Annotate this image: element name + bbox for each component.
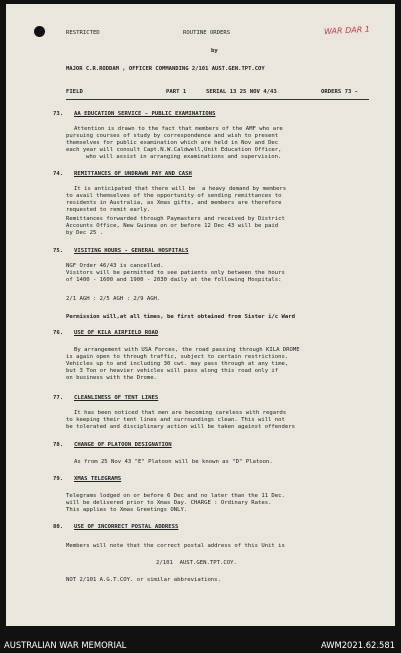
section-number: 79. [53,476,64,482]
section-number: 78. [53,442,64,448]
section-title: CLEANLINESS OF TENT LINES [74,395,159,401]
section-line: NGF Order 46/43 is cancelled. [66,263,164,269]
section-line: Visitors will be permitted to see patients only between the hours [66,270,285,276]
section-line: themselves for public examination which are held in Nov and Dec [66,140,279,146]
footer-accession-number: AWM2021.62.581 [320,640,395,650]
section-line: Accounts Office, New Guinea on or before 12 Dec 43 will be paid [66,223,279,229]
section-line: NOT 2/101 A.G.T.COY. or similar abbreviations. [66,577,221,583]
section-number: 77. [53,395,64,401]
section-line: who will assist in arranging examinations and supervision. [86,154,282,160]
section-line: pursuing courses of study by correspondence and wish to present [66,133,279,139]
footer-institution: AUSTRALIAN WAR MEMORIAL [4,640,127,650]
by-line: by [211,48,218,54]
handwritten-annotation: WAR DAR 1 [323,24,371,37]
routine-orders-title: ROUTINE ORDERS [183,30,231,36]
section-line: Permission will,at all times, be first obtained from Sister i/c Ward [66,314,296,320]
section-line: Remittances forwarded through Paymasters and received by District [66,216,285,222]
section-line: It has been noticed that men are becoming careless with regards [74,410,287,416]
section-title: XMAS TELEGRAMS [74,476,122,482]
section-line: requested to remit early. [66,207,151,213]
section-line: Attention is drawn to the fact that members of the AMF who are [74,126,283,132]
section-line: of 1400 - 1600 and 1900 - 2030 daily at the following Hospitals: [66,277,282,283]
section-line: Members will note that the correct postal address of this Unit is [66,543,285,549]
section-line: but 3 Ton or heavier vehicles will pass along this road only if [66,368,279,374]
header-rule [66,99,369,100]
section-line: to avail themselves of the opportunity of sending remittances to [66,193,282,199]
restricted-label: RESTRICTED [66,30,100,36]
section-title: USE OF INCORRECT POSTAL ADDRESS [74,524,179,530]
section-line: residents in Australia, as Xmas gifts, and members are therefore [66,200,282,206]
section-title: VISITING HOURS - GENERAL HOSPITALS [74,248,189,254]
document-page [6,4,395,626]
section-line: As from 25 Nov 43 "E" Platoon will be known as "D" Platoon. [74,459,273,465]
section-line: will be delivered prior to Xmas Day. CHARGE : Ordinary Rates. [66,500,272,506]
section-line: 2/1 AGH : 2/5 AGH : 2/9 AGH. [66,296,161,302]
section-line: It is anticipated that there will be a heavy demand by members [74,186,287,192]
field-label: FIELD [66,89,83,95]
section-line: 2/101 AUST.GEN.TPT.COY. [156,560,237,566]
section-title: AA EDUCATION SERVICE - PUBLIC EXAMINATIONS [74,111,216,117]
section-title: REMITTANCES OF UNDRAWN PAY AND CASH [74,171,192,177]
section-title: CHANGE OF PLATOON DESIGNATION [74,442,172,448]
section-number: 75. [53,248,64,254]
punch-hole [34,26,45,37]
section-line: to keeping their tent lines and surroundings clean. This will not [66,417,285,423]
serial-label: SERIAL 13 25 NOV 4/43 [206,89,277,95]
section-line: Vehicles up to and including 30 cwt. may pass through at any time, [66,361,289,367]
section-number: 80. [53,524,64,530]
section-line: Telegrams lodged on or before 6 Dec and no later than the 11 Dec. [66,493,285,499]
section-line: is again open to through traffic, subject to certain restrictions. [66,354,289,360]
section-line: each year will consult Capt.N.W.Caldwell,Unit Education Officer, [66,147,282,153]
section-number: 73. [53,111,64,117]
section-line: This applies to Xmas Greetings ONLY. [66,507,188,513]
part-label: PART 1 [166,89,187,95]
issuing-officer: MAJOR C.R.RODDAM , OFFICER COMMANDING 2/101 AUST.GEN.TPT.COY [66,66,265,72]
section-number: 74. [53,171,64,177]
footer-bar [0,636,401,653]
section-line: on business with the Drome. [66,375,157,381]
section-number: 76. [53,330,64,336]
section-line: be tolerated and disciplinary action will be taken against offenders [66,424,296,430]
section-line: by Dec 25 . [66,230,104,236]
section-title: USE OF KILA AIRFIELD ROAD [74,330,159,336]
section-line: By arrangement with USA Forces, the road passing through KILA DROME [74,347,300,353]
orders-number: ORDERS 73 - [321,89,359,95]
